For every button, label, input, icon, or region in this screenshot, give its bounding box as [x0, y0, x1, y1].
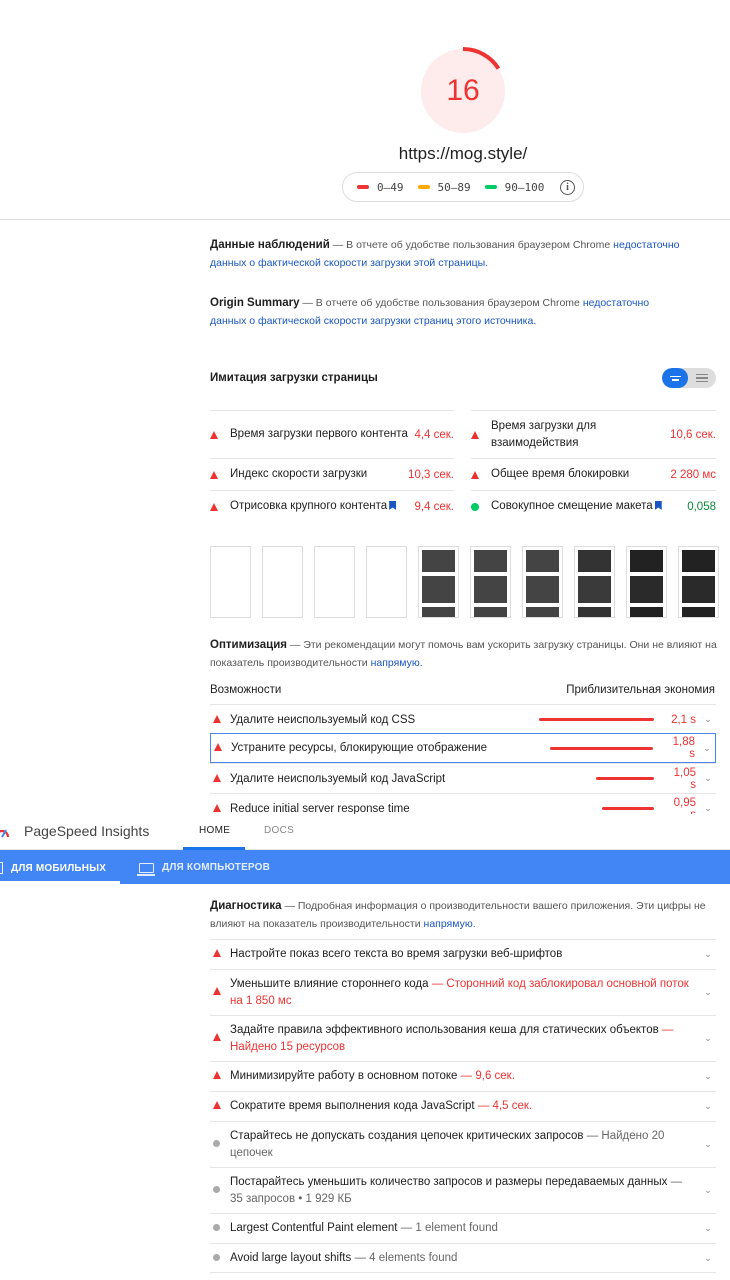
diagnostic-row[interactable]: Уменьшите влияние стороннего кода — Сторонний код заблокировал основной поток на 1 850 мс ⌄	[210, 969, 716, 1015]
diagnostics-section: Диагностика — Подробная информация о производительности вашего приложения. Эти цифры не влияют на показатель производительности напрямую.	[210, 900, 706, 930]
info-dot-icon	[213, 1186, 220, 1193]
tab-docs[interactable]: DOCS	[264, 825, 295, 836]
filmstrip-frame	[626, 546, 667, 618]
filmstrip-frame	[210, 546, 251, 618]
app-header	[0, 814, 730, 850]
field-data-text: — В отчете об удобстве пользования браузером Chrome	[332, 239, 611, 251]
optimization-title: Оптимизация	[210, 639, 287, 651]
phone-icon	[0, 862, 3, 874]
warning-icon	[213, 1033, 221, 1041]
warning-icon	[210, 431, 218, 439]
page-url: https://mog.style/	[398, 144, 528, 163]
score-value: 16	[446, 74, 480, 107]
divider	[0, 219, 730, 220]
diagnostic-row[interactable]: Largest Contentful Paint element — 1 element found ⌄	[210, 1213, 716, 1243]
chevron-down-icon[interactable]: ⌄	[704, 1101, 712, 1111]
warning-icon	[210, 471, 218, 479]
metric-tbt: Общее время блокировки 2 280 мс	[471, 458, 716, 490]
metric-cls: Совокупное смещение макета 0,058	[471, 490, 716, 522]
savings-bar	[550, 747, 653, 750]
diagnostic-row[interactable]: Минимизируйте работу в основном потоке — 9,6 сек. ⌄	[210, 1061, 716, 1091]
field-data-title: Данные наблюдений	[210, 239, 330, 251]
warning-icon	[213, 949, 221, 957]
app-title: PageSpeed Insights	[24, 823, 150, 839]
diagnostic-row[interactable]: Постарайтесь уменьшить количество запросов и размеры передаваемых данных — 35 запросов • 1 929 КБ ⌄	[210, 1167, 716, 1213]
pass-icon	[471, 503, 479, 511]
origin-summary-link[interactable]: недостаточно данных о фактической скорости загрузки страниц этого источника.	[210, 297, 650, 327]
opportunity-row[interactable]: Удалите неиспользуемый код JavaScript 1,05 s ⌄	[210, 763, 716, 793]
tab-desktop[interactable]: ДЛЯ КОМПЬЮТЕРОВ	[139, 862, 270, 873]
opportunities-header: Возможности Приблизительная экономия	[210, 684, 715, 696]
savings-bar	[539, 718, 654, 721]
pagespeed-logo-icon	[0, 824, 10, 840]
filmstrip-frame	[678, 546, 719, 618]
bookmark-icon	[655, 501, 662, 510]
warning-icon	[213, 1101, 221, 1109]
chevron-down-icon[interactable]: ⌄	[704, 714, 712, 724]
list-view-icon[interactable]	[662, 368, 688, 388]
diagnostics-link[interactable]: напрямую.	[423, 918, 476, 930]
filmstrip-frame	[314, 546, 355, 618]
filmstrip-frame	[366, 546, 407, 618]
lab-data-title: Имитация загрузки страницы	[210, 372, 378, 384]
monitor-icon	[139, 863, 154, 873]
tab-home[interactable]: HOME	[199, 825, 231, 836]
filmstrip-frame	[470, 546, 511, 618]
chevron-down-icon[interactable]: ⌄	[704, 1185, 712, 1195]
origin-summary-section	[210, 294, 680, 330]
diagnostic-row[interactable]: Задайте правила эффективного использования кеша для статических объектов — Найдено 15 ресурсов ⌄	[210, 1015, 716, 1061]
view-toggle[interactable]	[662, 368, 716, 388]
optimization-link[interactable]: напрямую.	[370, 657, 423, 669]
tab-mobile[interactable]: ДЛЯ МОБИЛЬНЫХ	[0, 862, 106, 874]
info-dot-icon	[213, 1254, 220, 1261]
legend-item-average: 50–89	[418, 181, 471, 194]
diagnostic-row[interactable]: Старайтесь не допускать создания цепочек критических запросов — Найдено 20 цепочек ⌄	[210, 1121, 716, 1167]
warning-icon	[213, 715, 221, 723]
warning-icon	[210, 503, 218, 511]
info-dot-icon	[213, 1224, 220, 1231]
savings-bar	[602, 807, 654, 810]
metric-fcp: Время загрузки первого контента 4,4 сек.	[210, 410, 454, 458]
score-legend	[342, 172, 584, 202]
diagnostic-row[interactable]: Настройте показ всего текста во время загрузки веб-шрифтов ⌄	[210, 939, 716, 969]
detail-view-icon[interactable]	[688, 368, 716, 388]
filmstrip-frame	[522, 546, 563, 618]
info-dot-icon	[213, 1140, 220, 1147]
opportunity-row[interactable]: Удалите неиспользуемый код CSS 2,1 s ⌄	[210, 704, 716, 734]
chevron-down-icon[interactable]: ⌄	[703, 742, 711, 753]
chevron-down-icon[interactable]: ⌄	[704, 803, 712, 813]
origin-summary-title: Origin Summary	[210, 297, 300, 309]
warning-icon	[213, 804, 221, 812]
legend-item-good: 90–100	[485, 181, 545, 194]
bookmark-icon	[389, 501, 396, 510]
chevron-down-icon[interactable]: ⌄	[704, 1223, 712, 1233]
score-gauge	[418, 46, 508, 136]
metric-lcp: Отрисовка крупного контента 9,4 сек.	[210, 490, 454, 522]
chevron-down-icon[interactable]: ⌄	[704, 1252, 712, 1263]
filmstrip-frame	[574, 546, 615, 618]
legend-item-bad: 0–49	[357, 181, 404, 194]
filmstrip-frame	[418, 546, 459, 618]
warning-icon	[214, 743, 222, 751]
opportunity-row[interactable]: Reduce initial server response time 0,95 ⌄	[210, 793, 716, 823]
field-data-section	[210, 236, 680, 272]
optimization-section: Оптимизация — Эти рекомендации могут помочь вам ускорить загрузку страницы. Они не влияют на показатель производительности напрямую.	[210, 639, 717, 669]
chevron-down-icon[interactable]: ⌄	[704, 1071, 712, 1081]
device-tabs	[0, 850, 730, 884]
field-data-link[interactable]: недостаточно данных о фактической скорости загрузки этой страницы.	[210, 239, 680, 269]
warning-icon	[471, 431, 479, 439]
chevron-down-icon[interactable]: ⌄	[704, 1033, 712, 1043]
info-icon[interactable]: i	[560, 180, 575, 195]
metric-speed-index: Индекс скорости загрузки 10,3 сек.	[210, 458, 454, 490]
chevron-down-icon[interactable]: ⌄	[704, 949, 712, 959]
diagnostic-row[interactable]: Сократите время выполнения кода JavaScript — 4,5 сек. ⌄	[210, 1091, 716, 1121]
warning-icon	[213, 987, 221, 995]
chevron-down-icon[interactable]: ⌄	[704, 987, 712, 997]
warning-icon	[213, 774, 221, 782]
diagnostics-title: Диагностика	[210, 900, 282, 912]
chevron-down-icon[interactable]: ⌄	[704, 773, 712, 783]
filmstrip-frame	[262, 546, 303, 618]
metric-tti: Время загрузки для взаимодействия 10,6 сек.	[471, 410, 716, 458]
diagnostic-row[interactable]: Avoid large layout shifts — 4 elements found ⌄	[210, 1243, 716, 1273]
active-device-indicator	[0, 881, 120, 884]
opportunity-row[interactable]: Устраните ресурсы, блокирующие отображение 1,88 s ⌄	[210, 733, 716, 763]
savings-bar	[596, 777, 654, 780]
chevron-down-icon[interactable]: ⌄	[704, 1139, 712, 1149]
warning-icon	[471, 471, 479, 479]
origin-summary-text: — В отчете об удобстве пользования браузером Chrome	[302, 297, 580, 309]
warning-icon	[213, 1071, 221, 1079]
